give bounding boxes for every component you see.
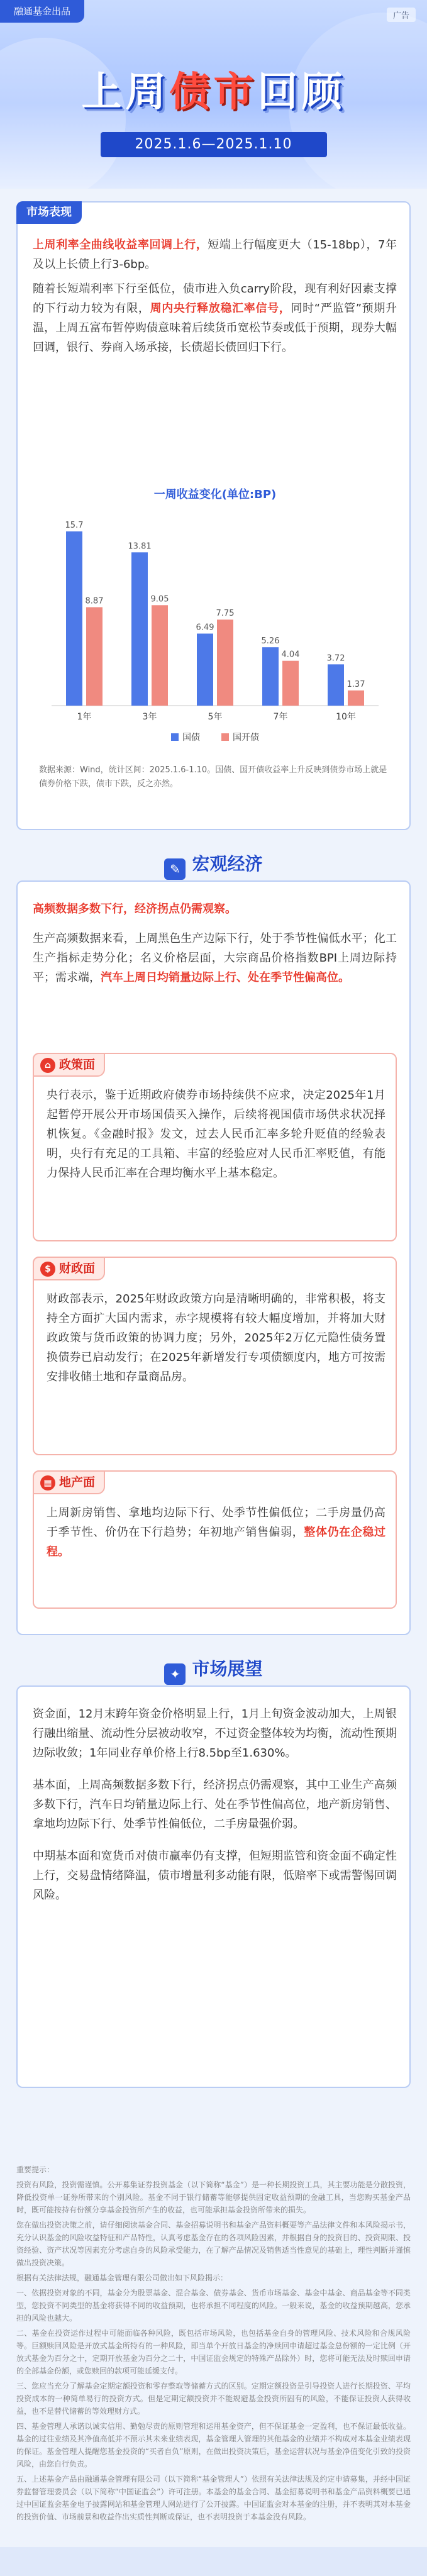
ad-label: 广告 (387, 8, 416, 22)
data-label: 1.37 (347, 679, 365, 689)
bar-cdb-3 (282, 661, 299, 706)
data-label: 7.75 (216, 609, 235, 619)
market-performance-para-2 (33, 279, 397, 357)
hero-banner (0, 0, 427, 189)
macro-section-head (0, 849, 427, 879)
title-part-2: 债市 (169, 69, 258, 116)
property-sub-card (33, 1470, 397, 1609)
fx-signal-highlight: 周内央行释放稳汇率信号， (150, 302, 291, 315)
policy-text: 央行表示，鉴于近期政府债券市场持续供不应求，决定2025年1月起暂停开展公开市场国债买入操作，后续将视国债市场供求状况择机恢复。《金融时报》发文，过去人民币汇率多轮升贬值的经验表明，央行有充足的工具箱、丰富的经验应对人民币汇率贬值，有能力保持人民币汇率在合理均衡水平上基本稳定。 (47, 1089, 385, 1180)
data-label: 6.49 (196, 623, 214, 633)
legend-label: 国债 (182, 733, 200, 743)
x-tick-label: 5年 (208, 712, 223, 722)
outlook-para-1: 资金面，12月末跨年资金价格明显上行，1月上旬资金波动加大，上周银行融出缩量、流动性分层被动收窄，不过资金整体较为均衡，流动性预期边际收敛；1年同业存单价格上行8.5bp至1.630%。 (33, 1707, 397, 1760)
bar-cdb-1 (152, 605, 168, 706)
money-bag-icon: $ (40, 1262, 55, 1277)
disclaimer-line: 三、您应当充分了解基金定期定额投资和零存整取等储蓄方式的区别。定期定额投资是引导投资人进行长期投资、平均投资成本的一种简单易行的投资方式。但是定期定额投资并不能规避基金投资所固有的风险，不能保证投资人获得收益，也不是替代储蓄的等效理财方式。 (16, 2382, 411, 2416)
risk-disclaimer (16, 2163, 411, 2526)
title-part-1: 上周 (81, 69, 170, 116)
macro-lead: 高频数据多数下行，经济拐点仍需观察。 (33, 902, 236, 916)
bank-icon: ⌂ (40, 1058, 55, 1073)
bar-gov-4 (328, 664, 344, 706)
building-icon: ▦ (40, 1475, 55, 1491)
macro-para-1-text: 生产高频数据来看，上周黑色生产边际下行，处于季节性偏低水平；化工生产指标走势分化；名义价格层面，大宗商品价格指数BPI上周边际持平；需求端， (33, 932, 397, 984)
bar-gov-2 (197, 633, 213, 706)
data-label: 3.72 (326, 653, 345, 663)
disclaimer-line: 根据有关法律法规，融通基金管理有限公司做出如下风险揭示： (16, 2273, 228, 2282)
yield-change-chart (39, 486, 391, 756)
telescope-icon: ✦ (164, 1663, 186, 1685)
fiscal-tag: 财政面 (59, 1262, 96, 1275)
para-2-text-b: 同时“严监管”预期升温，上周五富布暂停购债意味着后续货币宽松节奏或低于预期，现券大幅回调，银行、券商入场承接，长债超长债回归下行。 (33, 302, 397, 354)
auto-sales-highlight: 汽车上周日均销量边际上行、处在季节性偏高位。 (101, 971, 350, 984)
fiscal-sub-card (33, 1257, 397, 1455)
outlook-para-2: 基本面，上周高频数据多数下行，经济拐点仍需观察，其中工业生产高频多数下行，汽车日均销量边际上行、处在季节性偏高位，地产新房销售、拿地均边际下行、处季节性偏低位，二手房量强价弱。 (33, 1779, 397, 1831)
legend-swatch (171, 733, 179, 741)
data-label: 8.87 (85, 596, 104, 606)
rate-rise-highlight: 上周利率全曲线收益率回调上行， (33, 238, 208, 252)
chart-svg (39, 504, 391, 756)
chart-source-note: 数据来源：Wind，统计区间：2025.1.6-1.10。国债、国开债收益率上升反映到债券市场上就是债券价格下跌，债市下跌，反之亦然。 (39, 765, 387, 789)
document-icon: ✎ (164, 858, 186, 880)
disclaimer-line: 您在做出投资决策之前，请仔细阅读基金合同、基金招募说明书和基金产品资料概要等产品法律文件和本风险揭示书，充分认识基金的风险收益特征和产品特性，认真考虑基金存在的各项风险因素，并根据自身的投资目的、投资期限、投资经验、资产状况等因素充分考虑自身的风险承受能力，在了解产品情况及销售适当性意见的基础上，理性判断并谨慎做出投资决策。 (16, 2221, 411, 2267)
macro-para-1 (33, 929, 397, 987)
outlook-para-3: 中期基本面和宽货币对债市赢率仍有支撑，但短期监管和资金面不确定性上行，交易盘情绪降温，债市增量利多动能有限，低赔率下或需警惕回调风险。 (33, 1850, 397, 1902)
property-highlight: 整体仍在企稳过程。 (47, 1526, 386, 1558)
outlook-section-head (0, 1654, 427, 1684)
x-tick-label: 1年 (77, 712, 92, 722)
macro-card (16, 880, 411, 1635)
x-tick-label: 3年 (142, 712, 157, 722)
x-tick-label: 7年 (273, 712, 288, 722)
bar-gov-3 (262, 647, 279, 706)
bar-gov-0 (66, 531, 82, 706)
outlook-section-title: 市场展望 (192, 1658, 263, 1679)
title-part-3: 回顾 (257, 69, 346, 116)
disclaimer-line: 二、基金在投资运作过程中可能面临各种风险，既包括市场风险，也包括基金自身的管理风险、技术风险和合规风险等。巨额赎回风险是开放式基金所特有的一种风险，即当单个开放日基金的净赎回申请超过基金总份额的一定比例（开放式基金为百分之十，定期开放基金为百分之二十，中国证监会规定的特殊产品除外）时，您将可能无法及时赎回申请的全部基金份额，或您赎回的款项可能延缓支付。 (16, 2329, 411, 2375)
policy-tag: 政策面 (59, 1058, 96, 1072)
legend-label: 国开债 (233, 733, 259, 743)
data-label: 9.05 (150, 594, 169, 604)
market-performance-tag: 市场表现 (16, 201, 82, 224)
brand-tag: 融通基金出品 (0, 0, 84, 23)
footer-bar (0, 2547, 427, 2576)
disclaimer-line: 投资有风险，投资需谨慎。公开募集证券投资基金（以下简称“基金”）是一种长期投资工具，其主要功能是分散投资，降低投资单一证券所带来的个别风险。基金不同于银行储蓄等能够提供固定收益预期的金融工具，当您购买基金产品时，既可能按持有份额分享基金投资所产生的收益，也可能承担基金投资所带来的损失。 (16, 2180, 411, 2214)
x-tick-label: 10年 (336, 712, 356, 722)
property-text (47, 1503, 385, 1562)
para-2-text-a: 随着长短端利率下行至低位，债市进入负carry阶段，现有利好因素支撑的下行动力较为有限， (33, 282, 397, 315)
property-text-a: 上周新房销售、拿地均边际下行、处季节性偏低位；二手房量仍高于季节性、价仍在下行趋势；年初地产销售偏弱， (47, 1506, 385, 1539)
outlook-card (16, 1685, 411, 2088)
date-range: 2025.1.6—2025.1.10 (101, 132, 327, 157)
disclaimer-line: 重要提示： (16, 2165, 55, 2174)
fiscal-text: 财政部表示，2025年财政政策方向是清晰明确的，非常积极，将支持全方面扩大国内需求，赤字规模将有较大幅度增加，并将加大财政政策与货币政策的协调力度；另外，2025年2万亿元隐性债务置换债券已启动发行；在2025年新增发行专项债额度内，地方可按需安排收储土地和存量商品房。 (47, 1292, 385, 1384)
data-label: 15.7 (65, 520, 84, 530)
bar-cdb-0 (86, 607, 103, 706)
data-label: 5.26 (261, 636, 280, 647)
market-performance-card (16, 201, 411, 830)
disclaimer-line: 四、基金管理人承诺以诚实信用、勤勉尽责的原则管理和运用基金资产，但不保证基金一定盈利，也不保证最低收益。基金的过往业绩及其净值高低并不预示其未来业绩表现，基金管理人管理的其他基金的业绩并不构成对本基金业绩表现的保证。基金管理人提醒您基金投资的“买者自负”原则，在做出投资决策后，基金运营状况与基金净值变化引致的投资风险，由您自行负责。 (16, 2422, 411, 2468)
disclaimer-line: 五、上述基金产品由融通基金管理有限公司（以下简称“基金管理人”）依照有关法律法规及约定申请募集，并经中国证券监督管理委员会（以下简称“中国证监会”）许可注册。本基金的基金合同、基金招募说明书和基金产品资料概要已通过中国证监会基金电子披露网站和基金管理人网站进行了公开披露。中国证监会对本基金的注册，并不表明其对本基金的投资价值、市场前景和收益作出实质性判断或保证，也不表明投资于本基金没有风险。 (16, 2475, 411, 2521)
bar-cdb-2 (217, 619, 233, 706)
property-tag: 地产面 (59, 1475, 96, 1489)
macro-section-title: 宏观经济 (192, 853, 263, 874)
bar-gov-1 (131, 552, 148, 706)
bar-cdb-4 (348, 691, 364, 706)
legend-swatch (221, 733, 229, 741)
data-label: 4.04 (281, 650, 300, 660)
page-title (0, 60, 427, 118)
policy-sub-card (33, 1053, 397, 1241)
rate-rise-detail: 短端上行幅度更大（15-18bp），7年及以上长债上行3-6bp。 (33, 238, 397, 271)
market-performance-para-1 (33, 235, 397, 274)
disclaimer-line: 一、依据投资对象的不同，基金分为股票基金、混合基金、债券基金、货币市场基金、基金中基金、商品基金等不同类型，您投资不同类型的基金将获得不同的收益预期，也将承担不同程度的风险。一般来说，基金的收益预期越高，您承担的风险也越大。 (16, 2289, 411, 2323)
chart-title: 一周收益变化(单位:BP) (153, 488, 277, 501)
data-label: 13.81 (128, 541, 152, 552)
